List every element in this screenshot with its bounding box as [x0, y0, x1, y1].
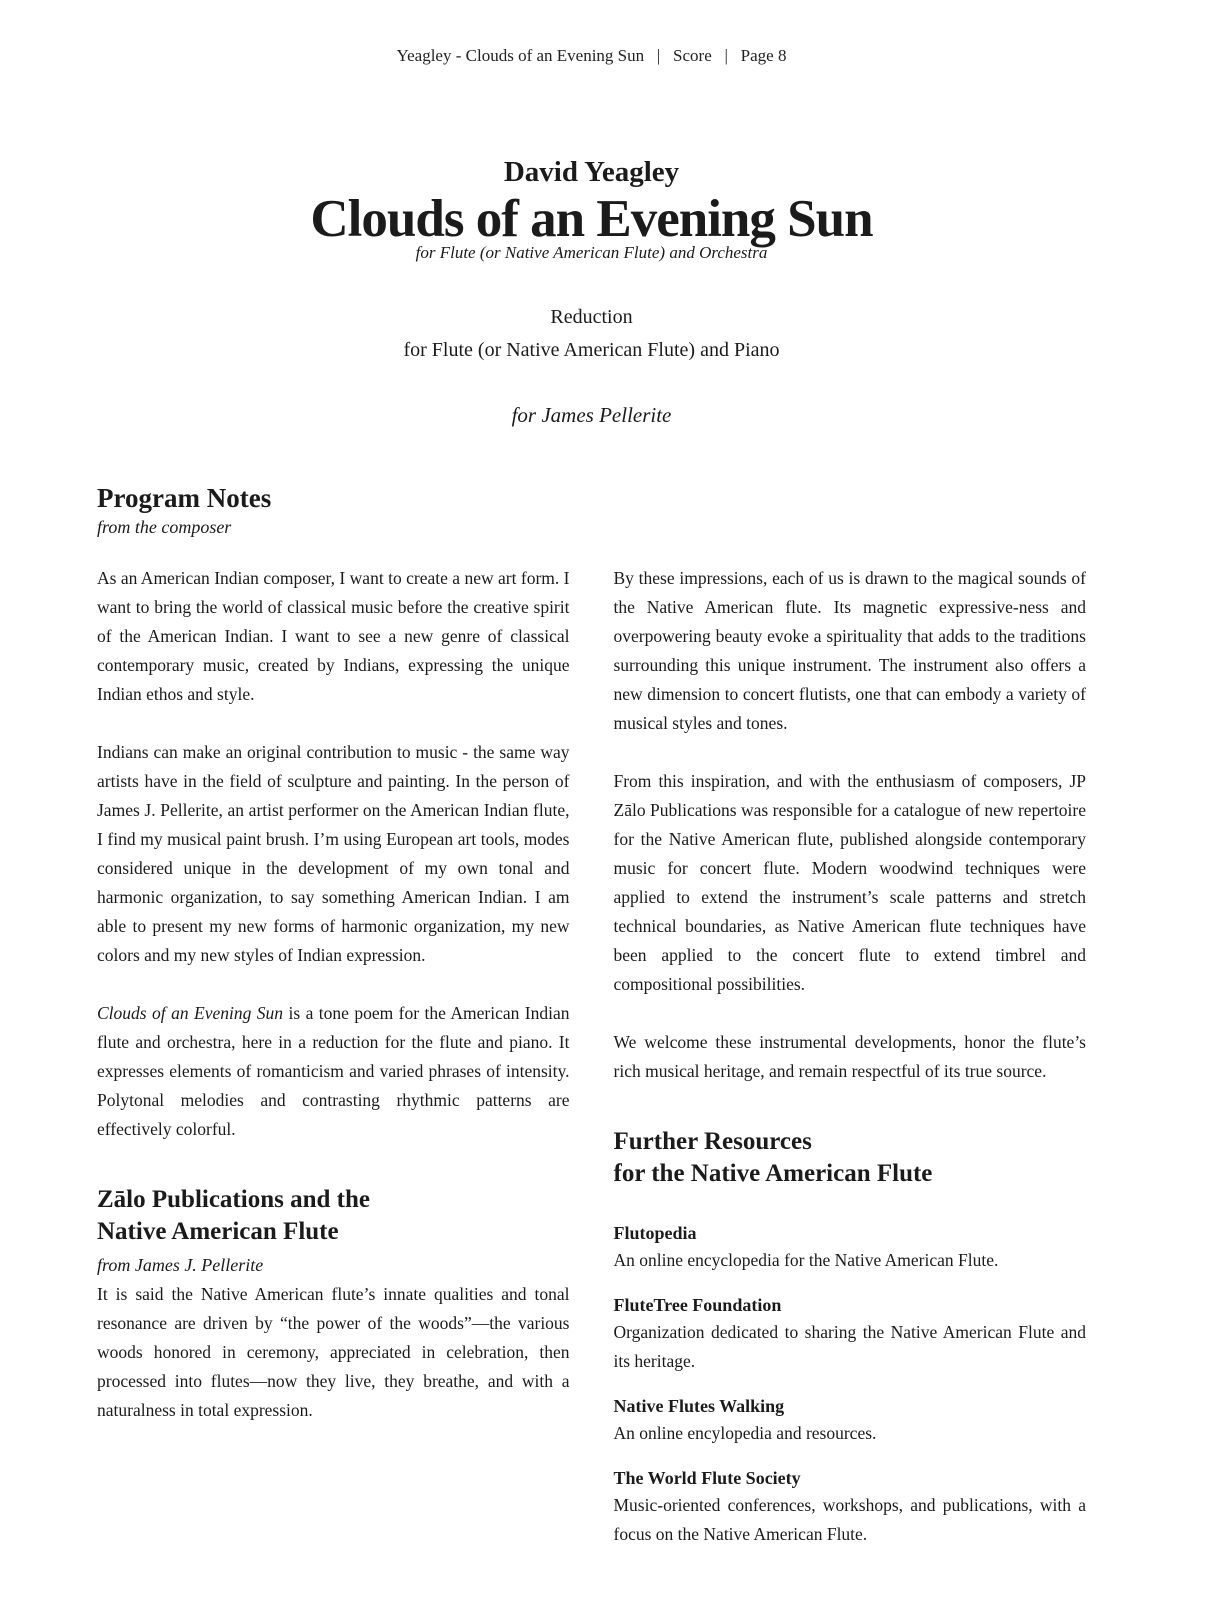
left-paragraph-3-text: is a tone poem for the American Indian flute and orchestra, here in a reduction for the flute and piano. It expresses elements of romanticism and varied phrases of intensity. Polytonal melodies and contrasting rhythmic patterns are effectively colorful.	[97, 1002, 570, 1139]
resources-list	[614, 1220, 1087, 1549]
right-paragraph-3: We welcome these instrumental developments, honor the flute’s rich musical heritage, and remain respectful of its true source.	[613, 1031, 1086, 1081]
dedication: for James Pellerite	[511, 403, 672, 427]
resource-name: Native Flutes Walking	[613, 1395, 785, 1416]
zalo-section-heading	[97, 1184, 570, 1248]
right-column	[614, 564, 1087, 1566]
zalo-paragraph-1: It is said the Native American flute’s innate qualities and tonal resonance are driven by “the power of the woods”—the various woods honored in ceremony, appreciated in celebration, then processed into flutes—now they live, they breathe, and with a naturalness in total expression.	[97, 1283, 570, 1420]
arrangement-line-2: for Flute (or Native American Flute) and Piano	[403, 339, 780, 361]
zalo-section-subheading: from James J. Pellerite	[97, 1254, 264, 1275]
resource-item-world-flute-society	[614, 1465, 1087, 1549]
arrangement-line-1: Reduction	[550, 306, 633, 328]
resource-item-flutetree-foundation	[614, 1292, 1087, 1376]
resources-heading-line-1: Further Resources	[613, 1127, 812, 1155]
composer-name: David Yeagley	[503, 156, 680, 188]
title-block	[97, 156, 1086, 428]
zalo-heading-line-1: Zālo Publications and the	[97, 1185, 370, 1213]
left-paragraph-1: As an American Indian composer, I want to create a new art form. I want to bring the world of classical music before the creative spirit of the American Indian. I want to see a new genre of classical contemporary music, created by Indians, expressing the unique Indian ethos and style.	[97, 567, 570, 704]
arrangement-block	[97, 301, 1086, 367]
resource-description: Organization dedicated to sharing the Native American Flute and its heritage.	[613, 1321, 1086, 1371]
resource-description: Music-oriented conferences, workshops, and publications, with a focus on the Native American Flute.	[613, 1494, 1086, 1544]
program-notes-heading: Program Notes	[97, 483, 272, 513]
two-column-layout	[97, 564, 1086, 1566]
right-paragraph-2: From this inspiration, and with the enthusiasm of composers, JP Zālo Publications was responsible for a catalogue of new repertoire for the Native American flute, published alongside contemporary music for concert flute. Modern woodwind techniques were applied to extend the instrument’s scale patterns and stretch technical boundaries, as Native American flute techniques have been applied to the concert flute to extend timbrel and compositional possibilities.	[613, 770, 1086, 994]
resource-item-native-flutes-walking	[614, 1393, 1087, 1448]
work-subtitle: for Flute (or Native American Flute) and Orchestra	[415, 243, 768, 262]
zalo-heading-line-2: Native American Flute	[97, 1217, 339, 1245]
right-paragraph-1: By these impressions, each of us is drawn to the magical sounds of the Native American flute. Its magnetic expressive-ness and overpowering beauty evoke a spirituality that adds to the traditions surrounding this unique instrument. The instrument also offers a new dimension to concert flutists, one that can embody a variety of musical styles and tones.	[613, 567, 1086, 733]
work-title-inline: Clouds of an Evening Sun	[97, 1002, 284, 1023]
resources-heading-line-2: for the Native American Flute	[613, 1159, 933, 1187]
program-notes-subheading: from the composer	[97, 516, 232, 537]
resource-description: An online encylopedia and resources.	[613, 1422, 877, 1443]
left-paragraph-2: Indians can make an original contribution to music - the same way artists have in the field of sculpture and painting. In the person of James J. Pellerite, an artist performer on the American Indian flute, I find my musical paint brush. I’m using European art tools, modes considered unique in the development of my own tonal and harmonic organization, to say something American Indian. I am able to present my new forms of harmonic organization, my new colors and my new styles of Indian expression.	[97, 741, 570, 965]
resource-description: An online encyclopedia for the Native American Flute.	[613, 1249, 999, 1270]
work-title: Clouds of an Evening Sun	[310, 190, 873, 248]
resource-item-flutopedia	[614, 1220, 1087, 1275]
resource-name: The World Flute Society	[613, 1467, 801, 1488]
left-paragraph-3	[97, 999, 570, 1144]
resource-name: FluteTree Foundation	[613, 1294, 782, 1315]
running-header: Yeagley - Clouds of an Evening Sun | Score | Page 8	[396, 46, 787, 65]
left-column	[97, 564, 570, 1566]
resources-section-heading	[614, 1126, 1087, 1190]
resource-name: Flutopedia	[613, 1222, 697, 1243]
